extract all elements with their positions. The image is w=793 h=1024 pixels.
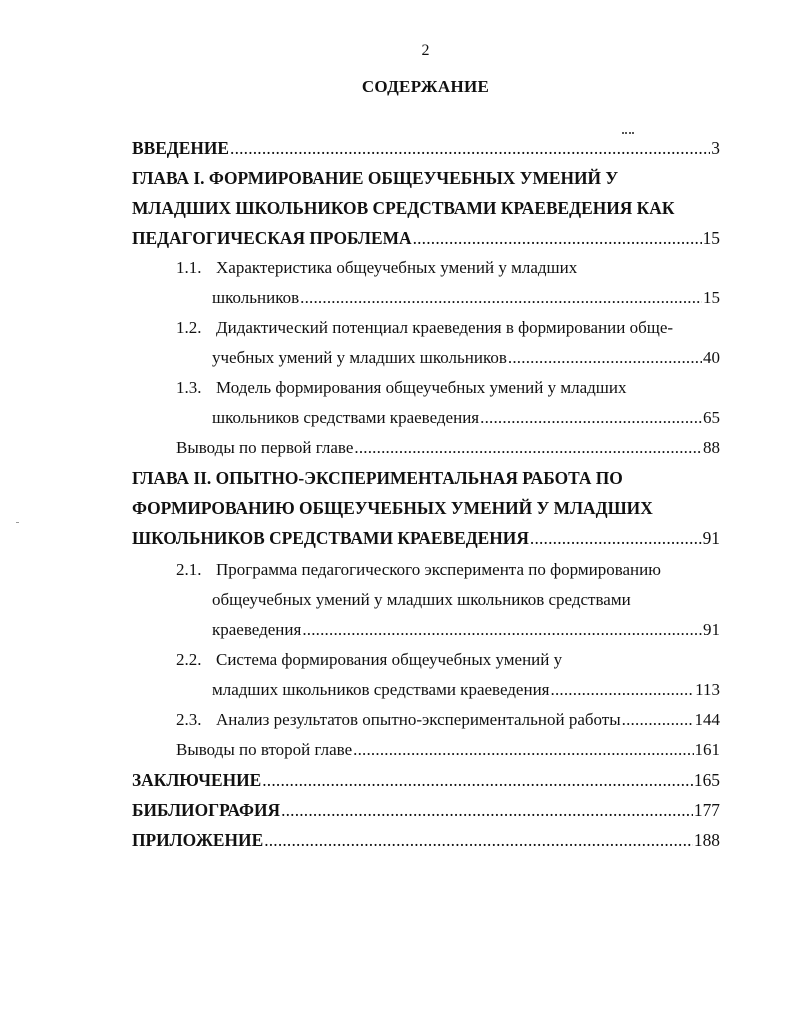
toc-entry-title: Выводы по второй главе (176, 740, 353, 759)
toc-entry-title: ЗАКЛЮЧЕНИЕ (132, 770, 262, 790)
toc-entry-title: ВВЕДЕНИЕ (132, 138, 230, 158)
toc-page-number: 144 (694, 710, 720, 729)
dot-leader (230, 138, 710, 158)
toc-section-2-3[interactable] (176, 710, 720, 730)
toc-page-number: 15 (702, 228, 720, 248)
toc-entry-appendix[interactable] (132, 830, 720, 850)
toc-page-number: 165 (693, 770, 720, 790)
toc-conclusions-chapter-1[interactable] (176, 438, 720, 458)
toc-entry-title: БИБЛИОГРАФИЯ (132, 800, 281, 820)
page-number: 2 (421, 42, 430, 59)
toc-entry-bibliography[interactable] (132, 800, 720, 820)
toc-section-2-2-cont[interactable] (212, 680, 720, 700)
dot-leader (354, 438, 702, 458)
toc-page-number: 40 (703, 348, 720, 367)
toc-page-number: 65 (703, 408, 720, 427)
dot-leader (530, 528, 702, 548)
toc-entry-title: ПРИЛОЖЕНИЕ (132, 830, 264, 850)
toc-entry-title: общеучебных умений у младших школьников средствами (212, 590, 631, 609)
toc-section-number: 2.2. (176, 650, 202, 669)
toc-entry-title: Программа педагогического эксперимента по формированию (216, 560, 661, 579)
dot-leader (302, 620, 702, 640)
toc-entry-title: ГЛАВА I. ФОРМИРОВАНИЕ ОБЩЕУЧЕБНЫХ УМЕНИЙ У (132, 168, 619, 188)
dot-leader (300, 288, 702, 308)
toc-section-number: 2.3. (176, 710, 202, 729)
toc-entry-title: ГЛАВА II. ОПЫТНО-ЭКСПЕРИМЕНТАЛЬНАЯ РАБОТА ПО (132, 468, 623, 488)
dot-leader (622, 710, 694, 730)
toc-entry-title: ФОРМИРОВАНИЮ ОБЩЕУЧЕБНЫХ УМЕНИЙ У МЛАДШИХ (132, 498, 653, 518)
margin-mark (16, 522, 19, 523)
toc-chapter-1-line-1[interactable] (132, 168, 720, 188)
toc-section-2-2[interactable] (176, 650, 720, 670)
toc-entry-title: ПЕДАГОГИЧЕСКАЯ ПРОБЛЕМА (132, 228, 412, 248)
toc-section-2-1-cont[interactable] (212, 590, 720, 610)
toc-entry-title: школьников (212, 288, 300, 307)
toc-entry-title: школьников средствами краеведения (212, 408, 480, 427)
page-title: СОДЕРЖАНИЕ (361, 77, 490, 96)
toc-section-number: 1.2. (176, 318, 202, 337)
toc-section-1-1-cont[interactable] (212, 288, 720, 308)
toc-entry-title: учебных умений у младших школьников (212, 348, 507, 367)
toc-entry-title: МЛАДШИХ ШКОЛЬНИКОВ СРЕДСТВАМИ КРАЕВЕДЕНИЯ КАК (132, 198, 675, 218)
toc-chapter-2-line-2[interactable] (132, 498, 720, 518)
scan-speck (622, 132, 634, 136)
dot-leader (480, 408, 702, 428)
toc-entry-title: Модель формирования общеучебных умений у младших (216, 378, 627, 397)
toc-chapter-1-line-2[interactable] (132, 198, 720, 218)
toc-entry-introduction[interactable] (132, 138, 720, 158)
toc-entry-conclusion[interactable] (132, 770, 720, 790)
toc-page-number: 91 (703, 620, 720, 639)
dot-leader (353, 740, 693, 760)
toc-section-1-3-cont[interactable] (212, 408, 720, 428)
dot-leader (281, 800, 693, 820)
toc-entry-title: Характеристика общеучебных умений у младших (216, 258, 578, 277)
toc-section-1-2-cont[interactable] (212, 348, 720, 368)
toc-page-number: 161 (694, 740, 720, 759)
toc-entry-title: Анализ результатов опытно-экспериментальной работы (216, 710, 621, 729)
toc-page-number: 188 (693, 830, 720, 850)
toc-entry-title: Дидактический потенциал краеведения в формировании обще- (216, 318, 674, 337)
dot-leader (413, 228, 702, 248)
toc-page-number: 15 (703, 288, 720, 307)
toc-section-number: 1.1. (176, 258, 202, 277)
dot-leader (262, 770, 693, 790)
toc-page-number: 3 (711, 138, 720, 158)
toc-section-2-1-cont-2[interactable] (212, 620, 720, 640)
toc-chapter-2-line-3[interactable] (132, 528, 720, 548)
toc-section-2-1[interactable] (176, 560, 720, 580)
toc-page-number: 113 (695, 680, 720, 699)
dot-leader (508, 348, 702, 368)
toc-section-number: 2.1. (176, 560, 202, 579)
toc-section-1-1[interactable] (176, 258, 720, 278)
toc-chapter-1-line-3[interactable] (132, 228, 720, 248)
toc-entry-title: Выводы по первой главе (176, 438, 354, 457)
toc-entry-title: краеведения (212, 620, 302, 639)
toc-chapter-2-line-1[interactable] (132, 468, 720, 488)
toc-entry-title: младших школьников средствами краеведения (212, 680, 550, 699)
dot-leader (551, 680, 695, 700)
toc-conclusions-chapter-2[interactable] (176, 740, 720, 760)
toc-page-number: 177 (693, 800, 720, 820)
toc-section-1-2[interactable] (176, 318, 720, 338)
toc-page-number: 88 (703, 438, 720, 457)
dot-leader (264, 830, 693, 850)
toc-entry-title: ШКОЛЬНИКОВ СРЕДСТВАМИ КРАЕВЕДЕНИЯ (132, 528, 529, 548)
toc-page-number: 91 (702, 528, 720, 548)
toc-entry-title: Система формирования общеучебных умений у (216, 650, 563, 669)
toc-section-1-3[interactable] (176, 378, 720, 398)
toc-section-number: 1.3. (176, 378, 202, 397)
